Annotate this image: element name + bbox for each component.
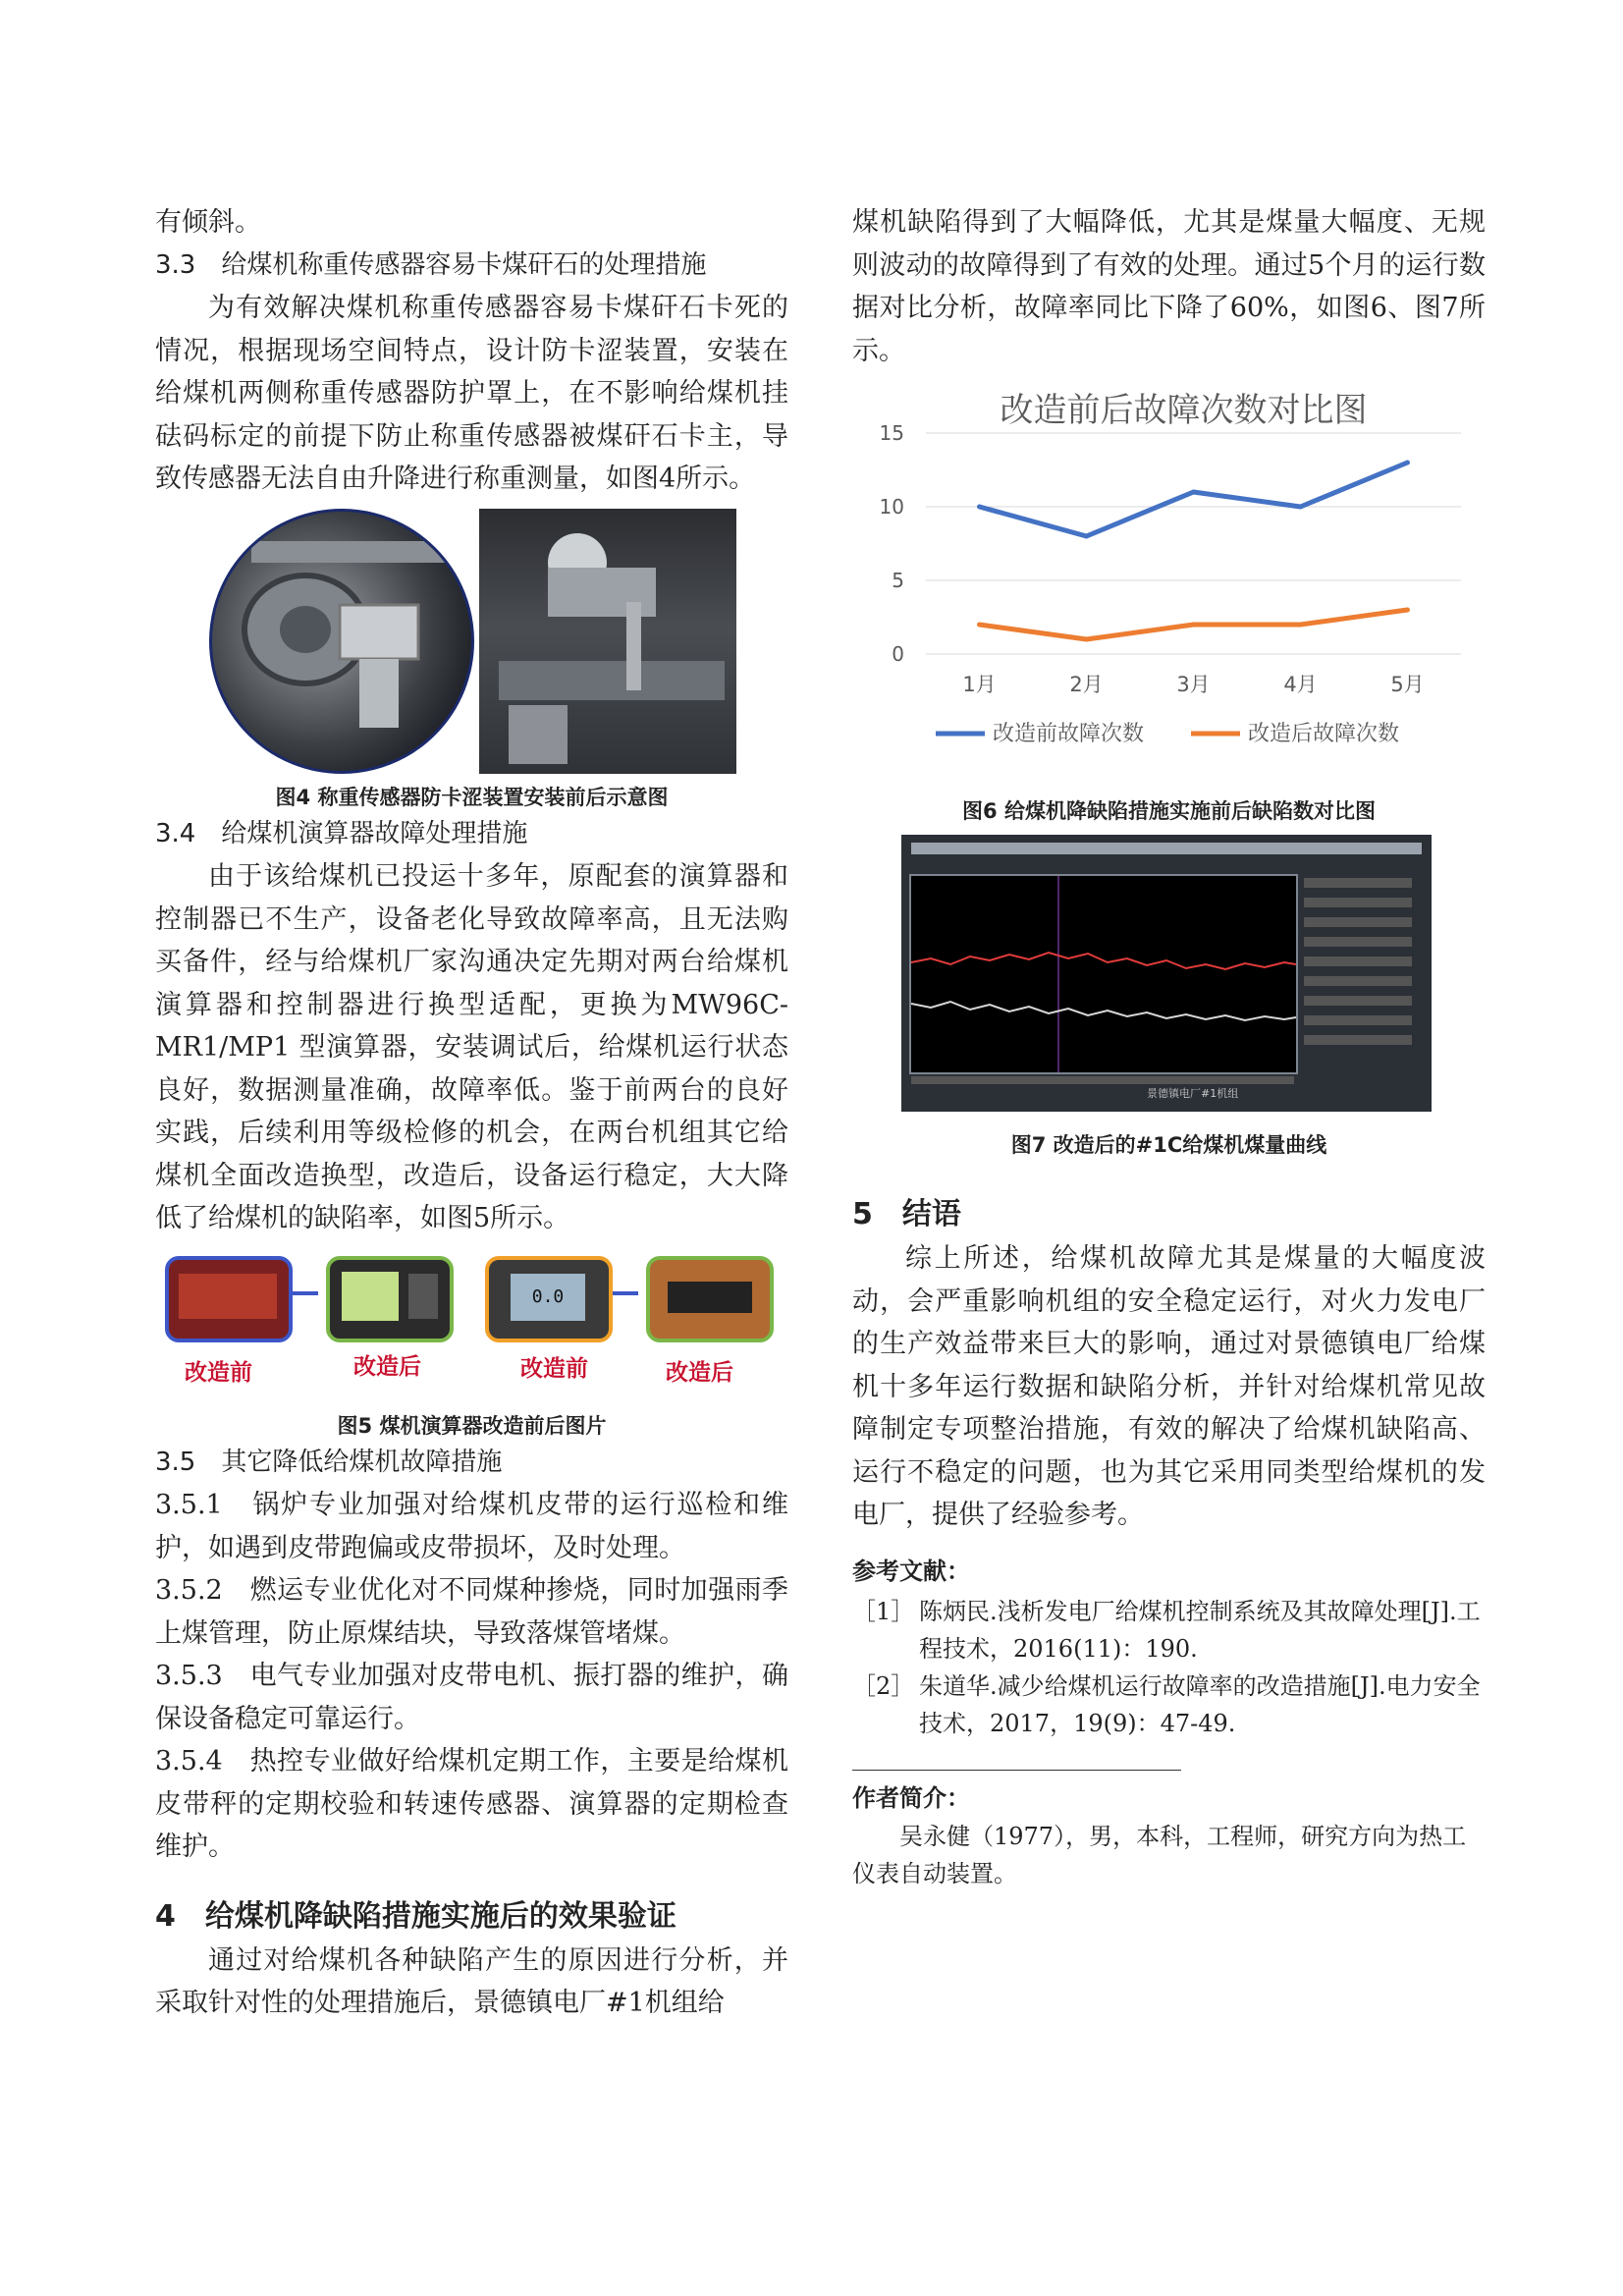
heading-5: 5 结语 — [852, 1197, 961, 1231]
data-point — [977, 505, 982, 510]
paragraph-5: 综上所述，给煤机故障尤其是煤量的大幅度波动，会严重影响机组的安全稳定运行，对火力发电厂的生产效益带来巨大的影响，通过对景德镇电厂给煤机十多年运行数据和缺陷分析，并针对给煤机常见故障制定专项整治措施，有效的解决了给煤机缺陷高、运行不稳定的问题，也为其它采用同类型给煤机的发电厂，提供了经验参考。 — [852, 1243, 1486, 1530]
reference-1 — [852, 1593, 1486, 1667]
paragraph-3-5-4: 3.5.4 热控专业做好给煤机定期工作，主要是给煤机皮带秤的定期校验和转速传感器、演算器的定期检查维护。 — [155, 1746, 788, 1862]
legend-label-1: 改造前故障次数 — [993, 722, 1145, 746]
data-point — [1298, 505, 1303, 510]
x-tick-label: 5月 — [1390, 673, 1425, 696]
reference-2 — [852, 1667, 1486, 1742]
reference-1-text: 陈炳民.浅析发电厂给煤机控制系统及其故障处理[J].工程技术，2016(11)：190. — [919, 1598, 1481, 1663]
old-display-readout: 0.0 — [511, 1274, 585, 1321]
data-point — [1084, 637, 1089, 642]
figure-5-caption: 图5 煤机演算器改造前后图片 — [337, 1413, 607, 1438]
x-tick-label: 1月 — [962, 673, 997, 696]
reference-2-text: 朱道华.减少给煤机运行故障率的改造措施[J].电力安全技术，2017，19(9)：47-49. — [919, 1672, 1481, 1737]
figure-7-caption: 图7 改造后的#1C给煤机煤量曲线 — [1010, 1133, 1327, 1157]
fig5-label-1: 改造前 — [185, 1359, 252, 1386]
series-line-1 — [980, 463, 1408, 536]
heading-3-5: 3.5 其它降低给煤机故障措施 — [155, 1447, 503, 1477]
old-display-box — [485, 1256, 613, 1342]
reference-2-number: ［2］ — [852, 1672, 915, 1700]
arrow-right-icon — [613, 1291, 638, 1295]
data-point — [1191, 490, 1196, 495]
x-tick-label: 4月 — [1283, 673, 1318, 696]
paragraph-3-5-1: 3.5.1 锅炉专业加强对给煤机皮带的运行巡检和维护，如遇到皮带跑偏或皮带损坏，及时处理。 — [155, 1490, 788, 1563]
arrow-right-icon — [293, 1291, 318, 1295]
y-tick-label: 15 — [879, 421, 904, 445]
author-title: 作者简介： — [852, 1784, 970, 1812]
fig5-label-4: 改造后 — [666, 1359, 733, 1386]
fig5-label-3: 改造前 — [520, 1355, 588, 1382]
figure-6-caption: 图6 给煤机降缺陷措施实施前后缺陷数对比图 — [962, 799, 1376, 823]
right-column — [852, 201, 1486, 1892]
x-tick-label: 3月 — [1176, 673, 1211, 696]
data-point — [1298, 623, 1303, 628]
figure-4 — [155, 509, 788, 774]
figure-6 — [852, 384, 1486, 792]
paragraph-3-5-3: 3.5.3 电气专业加强对皮带电机、振打器的维护，确保设备稳定可靠运行。 — [155, 1661, 788, 1734]
author-divider — [852, 1770, 1181, 1771]
screen-title: 景德镇电厂#1机组 — [1147, 1087, 1239, 1100]
x-tick-label: 2月 — [1069, 673, 1104, 696]
new-calculator-box — [326, 1256, 454, 1342]
heading-3-4: 3.4 给煤机演算器故障处理措施 — [155, 818, 528, 848]
fig5-label-2: 改造后 — [353, 1353, 421, 1380]
paragraph-3-5-2: 3.5.2 燃运专业优化对不同煤种掺烧，同时加强雨季上煤管理，防止原煤结块，导致落煤管堵煤。 — [155, 1575, 788, 1649]
paragraph-4-continued: 煤机缺陷得到了大幅降低，尤其是煤量大幅度、无规则波动的故障得到了有效的处理。通过5个月的运行数据对比分析，故障率同比下降了60%，如图6、图7所示。 — [852, 207, 1486, 366]
paragraph-4: 通过对给煤机各种缺陷产生的原因进行分析，并采取针对性的处理措施后，景德镇电厂#1机组给 — [155, 1944, 788, 2018]
coal-curve-screenshot — [901, 835, 1432, 1112]
reference-1-number: ［1］ — [852, 1598, 915, 1625]
data-point — [1405, 461, 1410, 465]
data-point — [1405, 608, 1410, 613]
chart-title: 改造前后故障次数对比图 — [1000, 391, 1368, 430]
references-title: 参考文献： — [852, 1557, 970, 1585]
y-tick-label: 0 — [892, 642, 904, 666]
paragraph-3-3: 为有效解决煤机称重传感器容易卡煤矸石卡死的情况，根据现场空间特点，设计防卡涩装置，安装在给煤机两侧称重传感器防护罩上，在不影响给煤机挂砝码标定的前提下防止称重传感器被煤矸石卡主，导致传感器无法自由升降进行称重测量，如图4所示。 — [155, 293, 788, 494]
sensor-before-photo — [209, 509, 474, 774]
fault-comparison-chart — [852, 384, 1486, 792]
heading-4: 4 给煤机降缺陷措施实施后的效果验证 — [155, 1898, 676, 1934]
new-board-box — [646, 1256, 774, 1342]
paragraph-3-4: 由于该给煤机已投运十多年，原配套的演算器和控制器已不生产，设备老化导致故障率高，且无法购买备件，经与给煤机厂家沟通决定先期对两台给煤机演算器和控制器进行换型适配，更换为MW96C-MR1/MP1 型演算器，安装调试后，给煤机运行状态良好，数据测量准确，故障率低。鉴于前两台的良好实践，后续利用等级检修的机会，在两台机组其它给煤机全面改造换型，改造后，设备运行稳定，大大降低了给煤机的缺陷率，如图5所示。 — [155, 861, 788, 1233]
figure-7 — [852, 835, 1486, 1112]
legend-label-2: 改造后故障次数 — [1248, 722, 1400, 746]
y-tick-label: 5 — [892, 569, 904, 592]
old-calculator-box — [165, 1256, 293, 1342]
left-column — [155, 201, 788, 2025]
data-point — [977, 623, 982, 628]
figure-5 — [155, 1246, 788, 1389]
heading-3-3: 3.3 给煤机称重传感器容易卡煤矸石的处理措施 — [155, 249, 707, 280]
data-point — [1191, 623, 1196, 628]
y-tick-label: 10 — [879, 495, 904, 519]
figure-4-caption: 图4 称重传感器防卡涩装置安装前后示意图 — [275, 785, 669, 809]
sensor-after-photo — [479, 509, 736, 774]
paragraph-continuation: 有倾斜。 — [155, 207, 261, 238]
author-bio: 吴永健（1977），男，本科，工程师，研究方向为热工仪表自动装置。 — [852, 1823, 1467, 1887]
data-point — [1084, 534, 1089, 539]
